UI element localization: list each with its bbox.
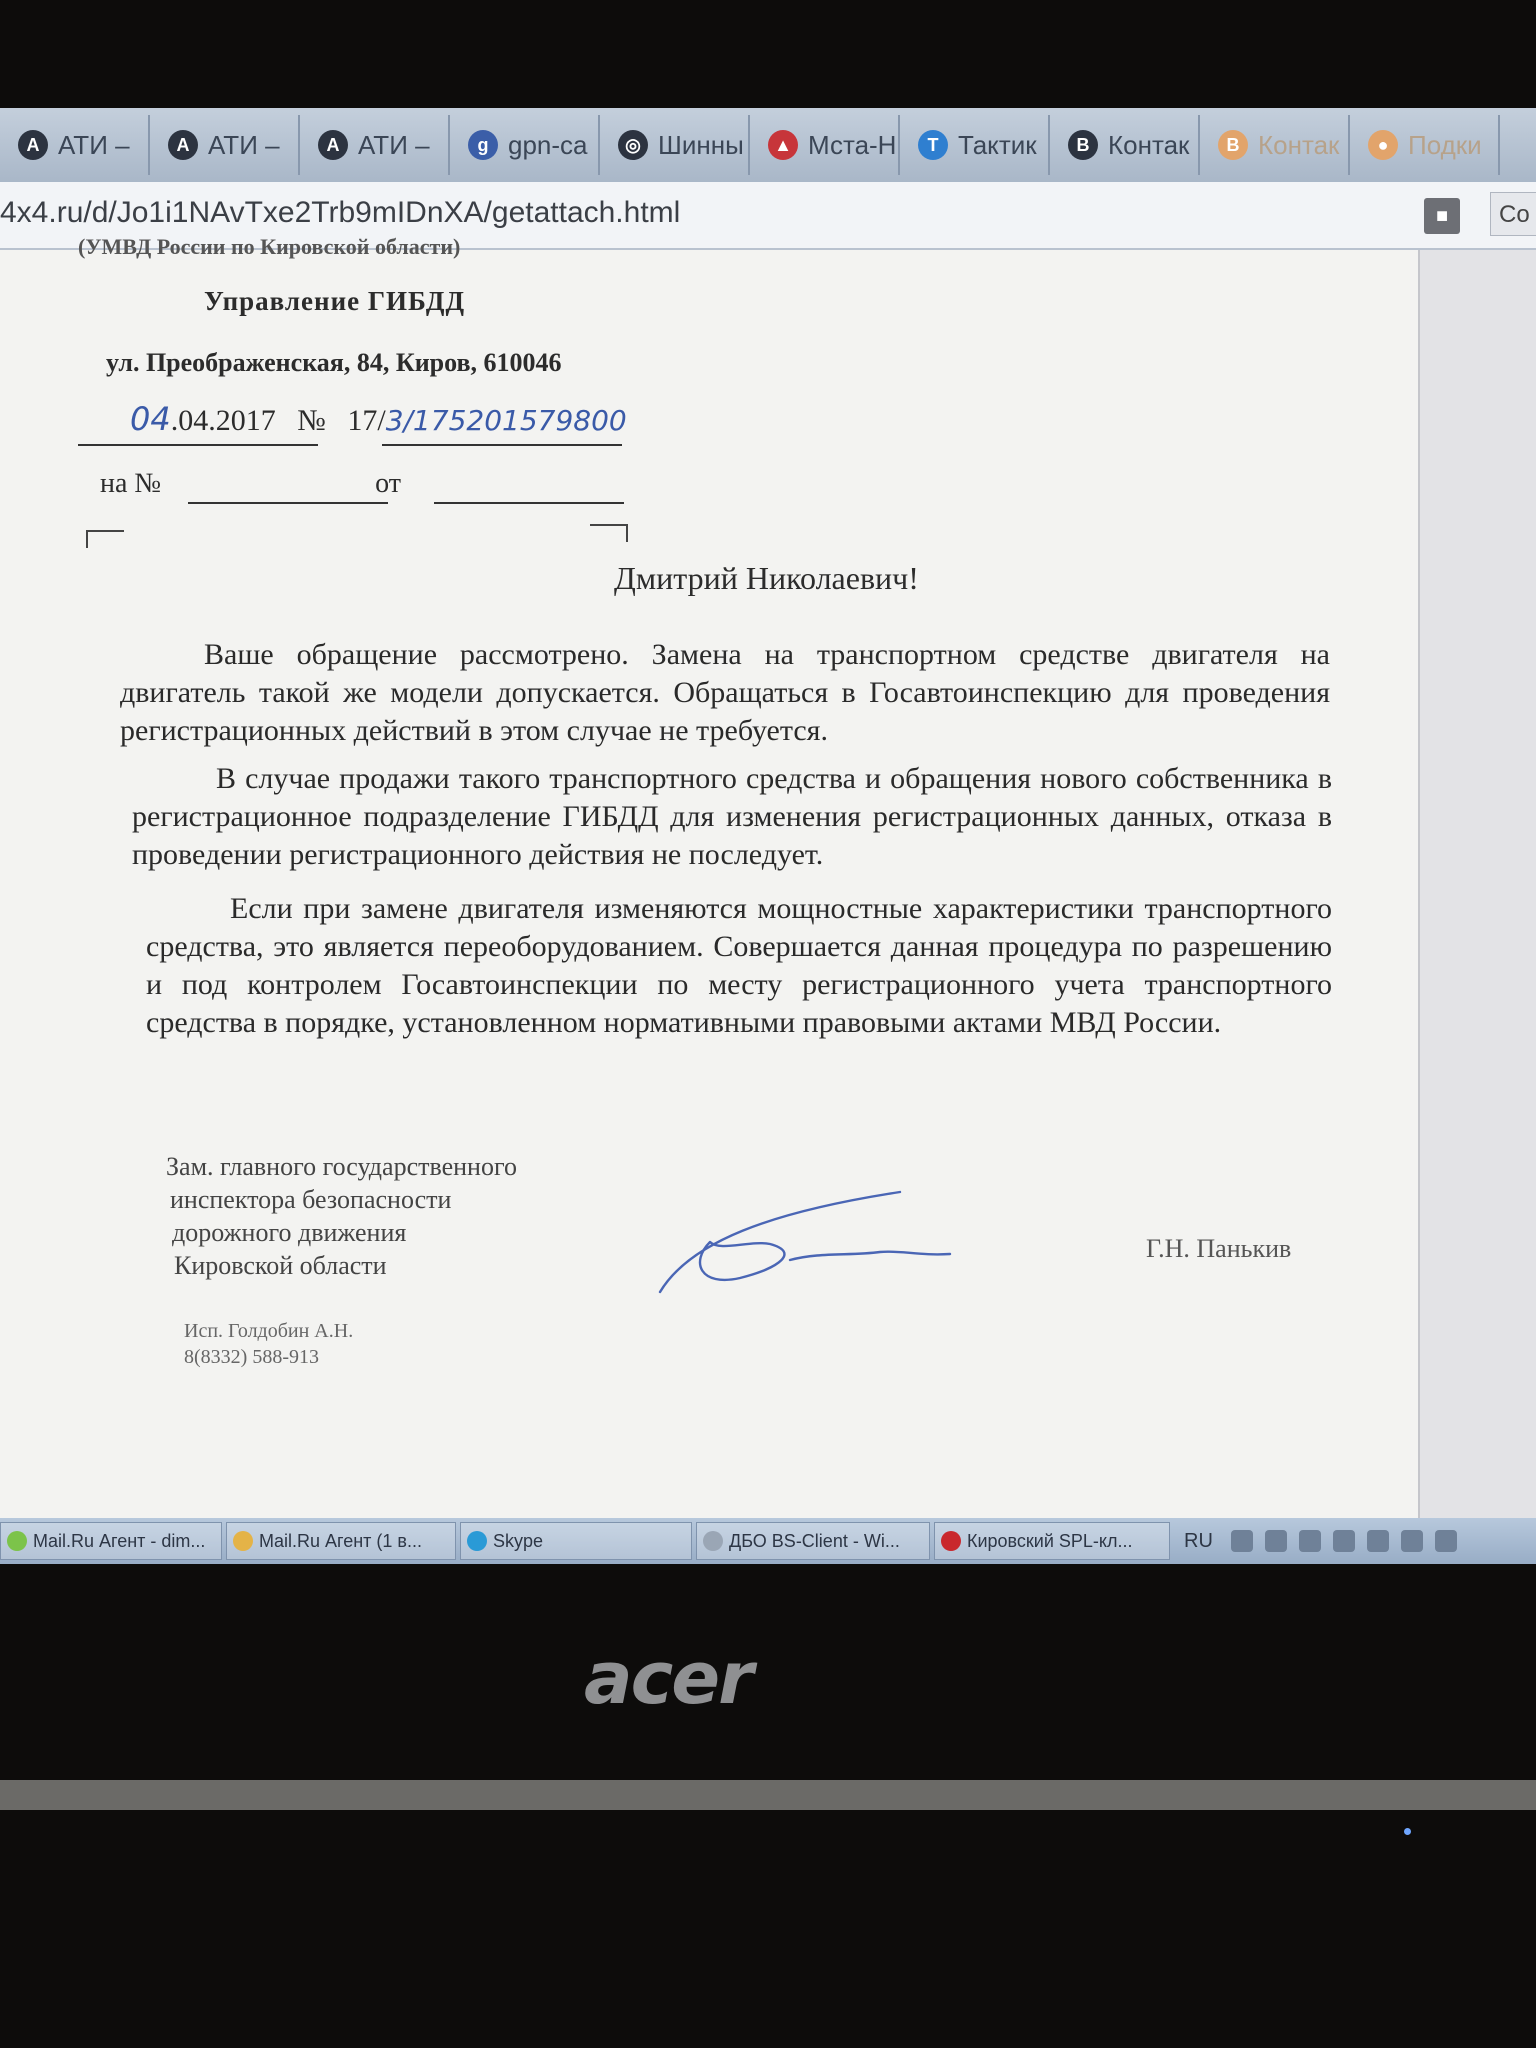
url-field[interactable]: 4x4.ru/d/Jo1i1NAvTxe2Trb9mIDnXA/getattach.html	[0, 196, 681, 229]
taskbar-item-label: ДБО BS-Client - Wi...	[729, 1530, 900, 1551]
language-indicator[interactable]: RU	[1184, 1529, 1213, 1552]
ati-icon: A	[318, 130, 348, 160]
vk-icon: B	[1068, 130, 1098, 160]
ref-from: от	[375, 468, 402, 499]
tire-icon: ◎	[618, 130, 648, 160]
vk-icon: B	[1218, 130, 1248, 160]
tab-label: Мста-Н	[808, 129, 897, 160]
tab-label: Контак	[1258, 129, 1340, 160]
mail-agent-icon	[233, 1531, 253, 1551]
document-viewer[interactable]	[0, 234, 1536, 1564]
number-sign: №	[297, 404, 326, 437]
taskbar-item-skype[interactable]	[460, 1522, 692, 1560]
tab-label: gpn-ca	[508, 129, 588, 160]
tab-ati-3[interactable]	[300, 115, 450, 175]
taskbar-item-label: Кировский SPL-кл...	[967, 1530, 1133, 1551]
taktik-icon: T	[918, 130, 948, 160]
tab-msta[interactable]	[750, 115, 900, 175]
tab-ati-2[interactable]	[150, 115, 300, 175]
number-underline	[382, 444, 622, 446]
tab-label: Тактик	[958, 129, 1037, 160]
save-button[interactable]: Со	[1490, 192, 1536, 236]
executor-phone: 8(8332) 588-913	[184, 1346, 319, 1368]
taskbar-item-bs-client[interactable]	[696, 1522, 930, 1560]
executor-info	[184, 1318, 353, 1370]
taskbar-item-label: Mail.Ru Агент (1 в...	[259, 1530, 422, 1551]
date-number-line	[80, 400, 627, 438]
tab-label: АТИ –	[358, 129, 430, 160]
lock-icon[interactable]: ■	[1424, 198, 1460, 234]
signatory-title-line: дорожного движения	[172, 1218, 407, 1247]
date-printed: .04.2017	[170, 404, 276, 437]
msta-icon: ▲	[768, 130, 798, 160]
system-tray	[1231, 1530, 1457, 1552]
letter-header-cut: (УМВД России по Кировской области)	[78, 234, 461, 259]
letter-page	[0, 234, 1418, 1564]
taskbar-item-opera[interactable]	[934, 1522, 1170, 1560]
mail-agent-icon	[7, 1531, 27, 1551]
tab-podcast[interactable]	[1350, 115, 1500, 175]
podcast-icon: ●	[1368, 130, 1398, 160]
ref-date-underline	[434, 502, 624, 504]
tray-icon[interactable]	[1299, 1530, 1321, 1552]
tray-icon[interactable]	[1265, 1530, 1287, 1552]
tray-icon[interactable]	[1401, 1530, 1423, 1552]
date-underline	[78, 444, 318, 446]
bs-client-icon	[703, 1531, 723, 1551]
skype-icon	[467, 1531, 487, 1551]
department-title: Управление ГИБДД	[204, 286, 466, 316]
signatory-title-line: инспектора безопасности	[170, 1185, 452, 1214]
tab-gpn[interactable]	[450, 115, 600, 175]
tab-label: Контак	[1108, 129, 1190, 160]
tray-icon[interactable]	[1333, 1530, 1355, 1552]
paragraph-1: Ваше обращение рассмотрено. Замена на транспортном средстве двигателя на двигатель такой же модели допускается. Обращаться в Госавтоинспекцию для проведения регистрационных действий в этом случае не требуется.	[120, 638, 1330, 747]
signatory-name: Г.Н. Панькив	[1146, 1234, 1292, 1263]
date-handwritten: 04	[130, 400, 171, 438]
screen	[0, 108, 1536, 1564]
department-address: ул. Преображенская, 84, Киров, 610046	[106, 348, 562, 377]
taskbar-item-label: Skype	[493, 1530, 544, 1551]
paragraph-2: В случае продажи такого транспортного средства и обращения нового собственника в регистрационное подразделение ГИБДД для изменения регистрационных данных, отказа в проведении регистрационного действия не последует.	[132, 762, 1332, 871]
brand-logo: acer	[584, 1636, 752, 1720]
tab-ati-1[interactable]	[0, 115, 150, 175]
laptop-hinge	[0, 1780, 1536, 1810]
ref-label: на №	[100, 468, 162, 499]
ati-icon: A	[168, 130, 198, 160]
taskbar-item-mail-agent-1[interactable]	[0, 1522, 222, 1560]
gpn-icon: g	[468, 130, 498, 160]
ati-icon: A	[18, 130, 48, 160]
tab-taktik[interactable]	[900, 115, 1050, 175]
greeting: Дмитрий Николаевич!	[614, 560, 919, 596]
number-prefix: 17/	[347, 404, 386, 437]
tab-tires[interactable]	[600, 115, 750, 175]
tab-vk-1[interactable]	[1050, 115, 1200, 175]
number-handwritten: 3/175201579800	[385, 404, 627, 437]
bracket-left	[86, 530, 124, 548]
signatory-title-line: Кировской области	[174, 1251, 387, 1280]
ref-number-underline	[188, 502, 388, 504]
power-led	[1404, 1828, 1411, 1835]
taskbar-item-mail-agent-2[interactable]	[226, 1522, 456, 1560]
bracket-right	[590, 524, 628, 542]
tray-icon[interactable]	[1231, 1530, 1253, 1552]
taskbar-item-label: Mail.Ru Агент - dim...	[33, 1530, 206, 1551]
tab-label: АТИ –	[58, 129, 130, 160]
tray-icon[interactable]	[1367, 1530, 1389, 1552]
taskbar	[0, 1518, 1536, 1564]
executor-name: Исп. Голдобин А.Н.	[184, 1320, 354, 1342]
signatory-title	[166, 1150, 517, 1282]
paragraph-3: Если при замене двигателя изменяются мощностные характеристики транспортного средства, это является переоборудованием. Совершается данная процедура по разрешению и под контролем Госавтоинспекции по месту регистрационного учета транспортного средства в порядке, установленном нормативными правовыми актами МВД России.	[146, 892, 1332, 1039]
signature-image	[650, 1182, 980, 1302]
tab-label: АТИ –	[208, 129, 280, 160]
tray-icon[interactable]	[1435, 1530, 1457, 1552]
reference-line	[100, 468, 401, 500]
tab-bar	[0, 108, 1536, 182]
viewer-side-panel[interactable]	[1418, 250, 1536, 1564]
tab-label: Шинны	[658, 129, 744, 160]
tab-label: Подки	[1408, 129, 1482, 160]
opera-icon	[941, 1531, 961, 1551]
signatory-title-line: Зам. главного государственного	[166, 1152, 517, 1181]
tab-vk-2[interactable]	[1200, 115, 1350, 175]
